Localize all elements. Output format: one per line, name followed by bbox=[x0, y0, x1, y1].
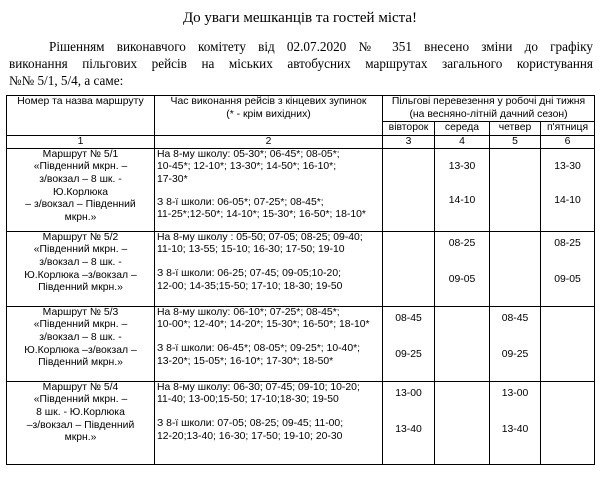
column-number: 4 bbox=[435, 135, 490, 148]
table-header-row bbox=[7, 96, 595, 122]
times-cell bbox=[155, 231, 383, 306]
trip-time: 13-40 bbox=[501, 424, 529, 436]
wednesday-cell bbox=[435, 306, 490, 381]
route-line: з/вокзал – 8 шк. - bbox=[39, 256, 122, 268]
friday-cell bbox=[541, 306, 595, 381]
column-number: 2 bbox=[155, 135, 383, 148]
trip-time: 08-25 bbox=[554, 237, 581, 249]
to-school-line: 10-45*; 12-10*; 13-30*; 14-50*; 16-10*; bbox=[157, 161, 337, 173]
intro-line-3 bbox=[9, 72, 593, 89]
trip-time: 08-45 bbox=[395, 312, 422, 324]
tuesday-cell bbox=[383, 306, 435, 381]
intro-line-3-text: №№ 5/1, 5/4, а саме: bbox=[9, 73, 124, 88]
from-school-line: З 8-ї школи: 06-45*; 08-05*; 09-25*; 10-40*; bbox=[157, 342, 361, 354]
tuesday-cell bbox=[383, 381, 435, 464]
route-line: 8 шк. - Ю.Корлюка bbox=[36, 406, 125, 418]
trip-time: 09-25 bbox=[395, 349, 422, 361]
intro-line-2 bbox=[9, 55, 593, 72]
route-cell bbox=[7, 231, 155, 306]
schedule-table bbox=[6, 95, 595, 465]
header-transport-line-1: Пільгові перевезення у робочі дні тижня bbox=[391, 96, 586, 107]
table-row bbox=[7, 231, 595, 306]
header-day-thu: четвер bbox=[490, 122, 541, 136]
tuesday-cell bbox=[383, 231, 435, 306]
route-line: Маршрут № 5/1 bbox=[42, 148, 119, 160]
trip-time: 14-10 bbox=[448, 195, 476, 207]
route-cell bbox=[7, 381, 155, 464]
header-transport bbox=[383, 96, 595, 122]
header-transport-line-2: (на весняно-літній дачний сезон) bbox=[409, 108, 568, 120]
route-line: «Південний мкрн. – bbox=[33, 161, 128, 173]
route-line: Південний мкрн.» bbox=[38, 357, 123, 369]
to-school-line: 11-40; 13-00;15-50; 17-10;18-30; 19-50 bbox=[157, 394, 339, 406]
to-school-line: На 8-му школу: 06-30; 07-45; 09-10; 10-20; bbox=[157, 381, 360, 393]
trip-time: 13-30 bbox=[554, 160, 581, 172]
route-line: Маршрут № 5/3 bbox=[42, 306, 119, 318]
route-line: з/вокзал – 8 шк. - bbox=[39, 173, 122, 185]
header-day-tue: вівторок bbox=[383, 122, 435, 136]
notice-heading: До уваги мешканців та гостей міста! bbox=[182, 10, 418, 26]
trip-time: 13-00 bbox=[501, 387, 529, 399]
trip-time: 08-25 bbox=[448, 237, 476, 249]
notice-intro bbox=[9, 38, 593, 89]
route-line: з/вокзал – 8 шк. - bbox=[39, 331, 122, 343]
header-day-wed: середа bbox=[435, 122, 490, 136]
route-line: Маршрут № 5/2 bbox=[42, 231, 119, 243]
route-line: –з/вокзал – Південний bbox=[26, 419, 135, 431]
tuesday-cell bbox=[383, 148, 435, 231]
from-school-line: З 8-ї школи: 07-05; 08-25; 09-45; 11-00; bbox=[157, 417, 344, 429]
trip-time: 09-05 bbox=[554, 274, 581, 286]
friday-cell bbox=[541, 148, 595, 231]
route-line: мкрн.» bbox=[64, 432, 97, 444]
header-time-line-1: Час виконання рейсів з кінцевих зупинок bbox=[170, 96, 367, 107]
column-number: 1 bbox=[7, 135, 155, 148]
route-line: Ю.Корлюка bbox=[52, 186, 109, 198]
thursday-cell bbox=[490, 381, 541, 464]
intro-line-1 bbox=[9, 38, 593, 55]
route-cell bbox=[7, 306, 155, 381]
times-cell bbox=[155, 306, 383, 381]
thursday-cell bbox=[490, 231, 541, 306]
to-school-line: На 8-му школу: 06-10*; 07-25*; 08-45*; bbox=[157, 306, 340, 318]
from-school-line: З 8-ї школи: 06-05*; 07-25*; 08-45*; bbox=[157, 196, 324, 208]
header-route: Номер та назва маршруту bbox=[7, 96, 155, 136]
column-number: 6 bbox=[541, 135, 595, 148]
trip-time: 09-25 bbox=[501, 349, 529, 361]
table-row bbox=[7, 148, 595, 231]
to-school-line: 17-30* bbox=[157, 173, 188, 185]
from-school-line: 13-20*; 15-05*; 16-10*; 17-30*; 18-50* bbox=[157, 355, 334, 367]
wednesday-cell bbox=[435, 231, 490, 306]
trip-time: 08-45 bbox=[501, 312, 529, 324]
friday-cell bbox=[541, 381, 595, 464]
route-line: – з/вокзал – Південний bbox=[25, 199, 136, 211]
column-number: 3 bbox=[383, 135, 435, 148]
header-day-fri: п'ятниця bbox=[541, 122, 595, 136]
friday-cell bbox=[541, 231, 595, 306]
header-time-line-2: (* - крім вихідних) bbox=[226, 108, 311, 120]
from-school-line: 12-20;13-40; 16-30; 17-50; 19-10; 20-30 bbox=[157, 430, 343, 442]
table-row bbox=[7, 381, 595, 464]
times-cell bbox=[155, 381, 383, 464]
table-number-row bbox=[7, 135, 595, 148]
trip-time: 09-05 bbox=[448, 274, 476, 286]
header-time bbox=[155, 96, 383, 136]
thursday-cell bbox=[490, 148, 541, 231]
route-line: Маршрут № 5/4 bbox=[42, 381, 119, 393]
to-school-line: 11-10; 13-55; 15-10; 16-30; 17-50; 19-10 bbox=[157, 244, 345, 256]
table-row bbox=[7, 306, 595, 381]
thursday-cell bbox=[490, 306, 541, 381]
route-line: «Південний мкрн. – bbox=[33, 319, 128, 331]
route-line: «Південний мкрн. – bbox=[33, 244, 128, 256]
to-school-line: 10-00*; 12-40*; 14-20*; 15-30*; 16-50*; 18-10* bbox=[157, 319, 370, 331]
trip-time: 13-30 bbox=[448, 160, 476, 172]
wednesday-cell bbox=[435, 381, 490, 464]
column-number: 5 bbox=[490, 135, 541, 148]
route-line: Ю.Корлюка –з/вокзал – bbox=[24, 269, 137, 281]
intro-line-1-text: Рішенням виконавчого комітету від 02.07.2020 № 351 внесено зміни до графіку bbox=[49, 39, 593, 54]
route-cell bbox=[7, 148, 155, 231]
route-line: «Південний мкрн. – bbox=[33, 394, 128, 406]
times-cell bbox=[155, 148, 383, 231]
to-school-line: На 8-му школу : 05-50; 07-05; 08-25; 09-40; bbox=[157, 231, 363, 243]
trip-time: 13-00 bbox=[395, 387, 422, 399]
route-line: Південний мкрн.» bbox=[38, 282, 123, 294]
route-line: Ю.Корлюка –з/вокзал – bbox=[24, 344, 137, 356]
trip-time: 13-40 bbox=[395, 424, 422, 436]
from-school-line: 12-00; 14-35;15-50; 17-10; 18-30; 19-50 bbox=[157, 280, 343, 292]
from-school-line: 11-25*;12-50*; 14-10*; 15-30*; 16-50*; 18-10* bbox=[157, 209, 366, 221]
route-line: мкрн.» bbox=[64, 211, 97, 223]
from-school-line: З 8-ї школи: 06-25; 07-45; 09-05;10-20; bbox=[157, 267, 341, 279]
intro-line-2-text: виконання пільгових рейсів на міських автобусних маршрутах загального користування bbox=[9, 56, 593, 71]
wednesday-cell bbox=[435, 148, 490, 231]
trip-time: 14-10 bbox=[554, 195, 581, 207]
to-school-line: На 8-му школу: 05-30*; 06-45*; 08-05*; bbox=[157, 148, 340, 160]
